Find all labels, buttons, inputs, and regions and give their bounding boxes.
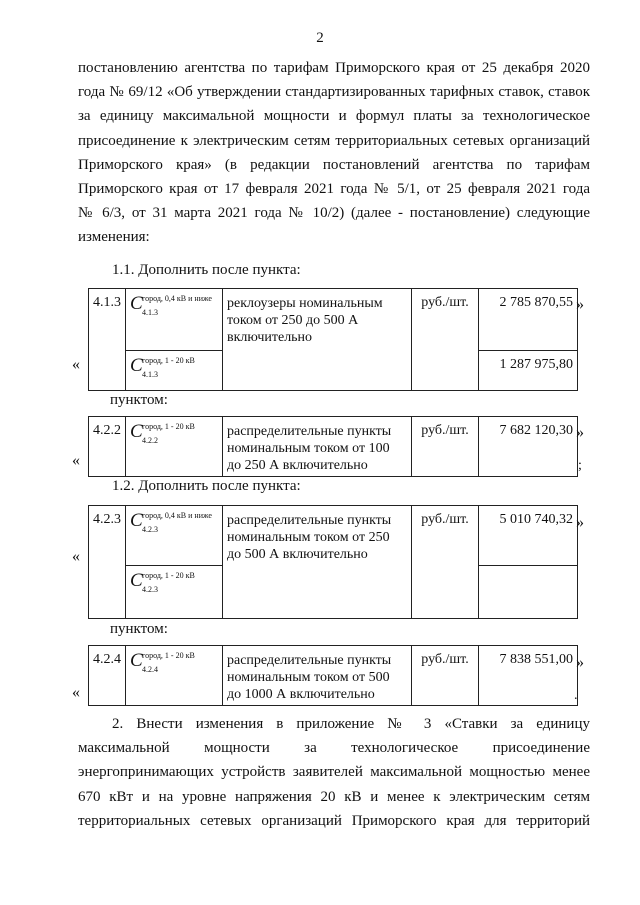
period-mark: . [574,688,578,703]
row-description: реклоузеры номинальным током от 250 до 500 А включительно [223,289,412,391]
row-value: 7 838 551,00 [479,646,578,706]
close-quote: » [576,654,584,671]
row-description: распределительные пункты номинальным током от 250 до 500 А включительно [223,506,412,619]
row-value-empty [479,566,578,619]
item-1-2-label: 1.2. Дополнить после пункта: [112,478,301,494]
open-quote: « [72,684,80,701]
row-unit: руб./шт. [412,289,479,391]
intro-line: за единицу максимальной мощности и формул платы за технологическое [78,108,590,125]
row-code: 4.1.3 [89,289,126,391]
intro-line: присоединение к электрическим сетям территориальных сетевых организаций [78,132,590,149]
row-unit: руб./шт. [412,417,479,477]
rate-symbol-cell [126,417,223,477]
row-code: 4.2.4 [89,646,126,706]
rate-symbol: C город, 0,4 кВ и ниже 4.1.3 [130,293,212,317]
rate-symbol: C город, 1 - 20 кВ 4.2.2 [130,421,195,445]
intro-line: года № 69/12 «Об утверждении стандартизированных тарифных ставок, ставок [78,84,590,101]
tariff-table-4-2-2 [88,416,578,477]
intro-line: Приморского края от 17 февраля 2021 года № 5/1, от 25 февраля 2021 года [78,180,590,197]
section-2-line: 670 кВт и на уровне напряжения 20 кВ и менее к электрическим сетям [78,788,590,805]
rate-symbol: C город, 0,4 кВ и ниже 4.2.3 [130,510,212,534]
rate-symbol-cell [126,351,223,391]
tariff-table-4-1-3 [88,288,578,391]
intro-paragraph [78,56,590,250]
section-2-line: 2. Внести изменения в приложение № 3 «Ставки за единицу [112,716,590,732]
close-quote: » [576,296,584,313]
row-code: 4.2.2 [89,417,126,477]
open-quote: « [72,356,80,373]
row-value: 7 682 120,30 [479,417,578,477]
rate-symbol: C город, 1 - 20 кВ 4.1.3 [130,355,195,379]
section-2-line: энергопринимающих устройств заявителей максимальной мощностью менее [78,764,590,781]
rate-symbol-cell [126,506,223,566]
intro-line: Приморского края» (в редакции постановлений агентства по тарифам [78,156,590,173]
section-2-line: территориальных сетевых организаций Приморского края для территорий [78,812,590,829]
rate-symbol: C город, 1 - 20 кВ 4.2.4 [130,650,195,674]
open-quote: « [72,548,80,565]
intro-line: постановлению агентства по тарифам Приморского края от 25 декабря 2020 [78,60,590,76]
row-unit: руб./шт. [412,646,479,706]
row-description: распределительные пункты номинальным током от 100 до 250 А включительно [223,417,412,477]
rate-symbol: C город, 1 - 20 кВ 4.2.3 [130,570,195,594]
row-unit: руб./шт. [412,506,479,619]
intro-line: изменения: [78,229,150,246]
rate-symbol-cell [126,289,223,351]
intro-line: № 6/3, от 31 марта 2021 года № 10/2) (далее - постановление) следующие [78,205,590,222]
row-description: распределительные пункты номинальным током от 500 до 1000 А включительно [223,646,412,706]
row-value: 5 010 740,32 [479,506,578,566]
open-quote: « [72,452,80,469]
row-value: 2 785 870,55 [479,289,578,351]
item-1-1-label: 1.1. Дополнить после пункта: [112,262,301,278]
rate-symbol-cell [126,566,223,619]
row-code: 4.2.3 [89,506,126,619]
tariff-table-4-2-3 [88,505,578,619]
tariff-table-4-2-4 [88,645,578,706]
close-quote: » [576,514,584,531]
page-number: 2 [316,30,324,46]
semicolon-mark: ; [578,458,582,473]
section-2-line: максимальной мощности за технологическое присоединение [78,740,590,757]
row-value: 1 287 975,80 [479,351,578,391]
section-2-paragraph [78,712,590,833]
word-point: пунктом: [110,621,168,637]
word-point: пунктом: [110,392,168,408]
rate-symbol-cell [126,646,223,706]
close-quote: » [576,424,584,441]
